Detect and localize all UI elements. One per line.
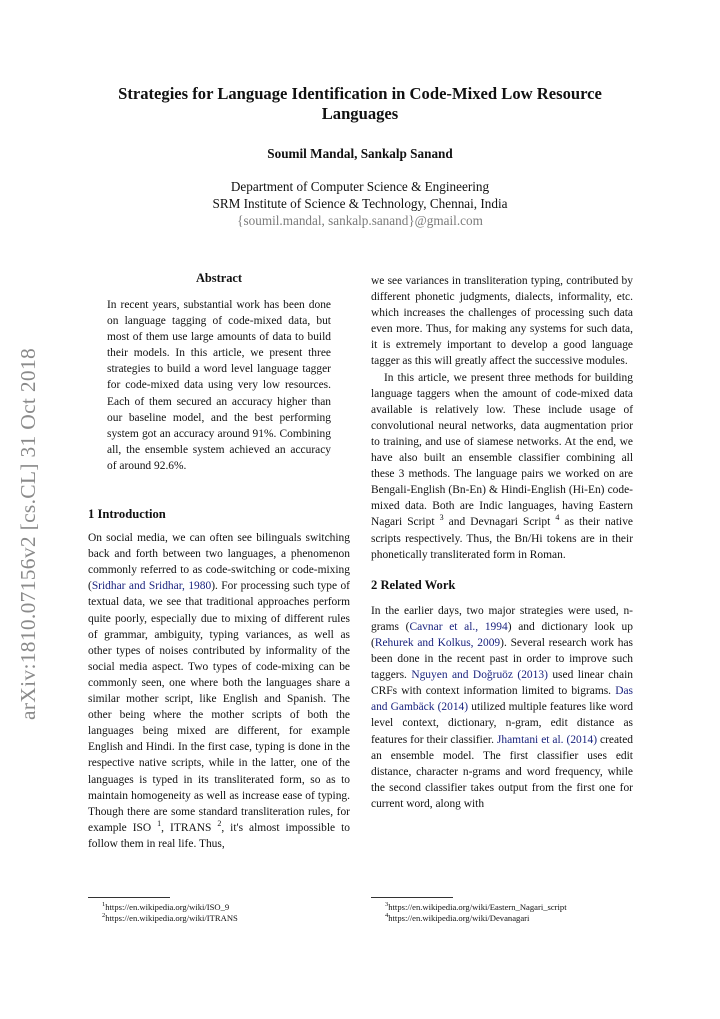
citation-link[interactable]: Sridhar and Sridhar, 1980 [91, 580, 212, 593]
footnotes-left [88, 897, 238, 923]
citation-link[interactable]: Das and Gambäck (2014) [371, 685, 633, 714]
citation-link[interactable]: Jhamtani et al. (2014) [496, 733, 598, 746]
footnote-rule [88, 897, 170, 898]
related-work-paragraph: In the earlier days, two major strategies were used, n-grams (Cavnar et al., 1994) and dictionary look up (Rehurek and Kolkus, 2009). Several research work has been done in the recent past in order to improve such taggers. Nguyen and Doğruöz (2013) used linear chain CRFs with context information limited to bigrams. Das and Gambäck (2014) utilized multiple features like word level context, dictionary, n-gram, edit distance as features for their classifier. Jhamtani et al. (2014) created an ensemble model. The first classifier uses edit distance, character n-grams and word frequency, while the second classifier takes output from the first one for current word, along with [371, 604, 634, 810]
authors: Soumil Mandal, Sankalp Sanand [267, 146, 453, 161]
section-heading-related-work: 2 Related Work [371, 577, 456, 592]
right-paragraph-2: In this article, we present three methods for building language taggers when the amount of code-mixed data available is relatively low. These include usage of convolutional neural networks, data augmentation prior to training, and use of siamese networks. At the end, we have also built an ensemble classifier combining all these 3 methods. The language pairs we worked on are Bengali-English (Bn-En) & Hindi-English (Hi-En) code-mixed data. Both are Indic languages, having Eastern Nagari Script $^3$ and Devnagari Script $^4$ as their native scripts respectively. Thus, the Bn/Hi tokens are in their phonetically transliterated form in Roman. [371, 371, 634, 561]
arxiv-identifier: arXiv:1810.07156v2 [cs.CL] 31 Oct 2018 [16, 347, 40, 720]
left-column [88, 506, 350, 852]
footnote-rule [371, 897, 453, 898]
footnote: $^4$https://en.wikipedia.org/wiki/Devanagari [385, 911, 530, 923]
title-line-2: Languages [321, 104, 399, 123]
footnote-marker: 2 [217, 818, 222, 828]
citation-link[interactable]: Nguyen and Doğruöz (2013) [411, 669, 548, 682]
arxiv-identifier-stamp [16, 290, 56, 720]
paper-title [90, 84, 630, 124]
footnotes-right [371, 897, 567, 923]
abstract-heading: Abstract [195, 271, 243, 285]
affiliation-block [90, 178, 630, 229]
footnote: $^3$https://en.wikipedia.org/wiki/Eastern_Nagari_script [385, 901, 567, 912]
email: {soumil.mandal, sankalp.sanand}@gmail.com [237, 213, 483, 228]
institution: SRM Institute of Science & Technology, Chennai, India [212, 196, 508, 211]
right-paragraph-1: we see variances in transliteration typing, contributed by different phonetic judgments, dialects, informality, etc. which increases the challenges of processing such data even more. Thus, for making any systems for such data, it is extremely important to develop a good language tagger as this will greatly affect the successive modules. [371, 275, 633, 368]
citation-link[interactable]: Rehurek and Kolkus, 2009 [374, 636, 501, 649]
right-column [371, 273, 633, 812]
footnote-marker: 1 [157, 818, 162, 828]
section-heading-introduction: 1 Introduction [88, 507, 166, 521]
intro-paragraph: On social media, we can often see bilinguals switching back and forth between two languages, a phenomenon commonly referred to as code-switching or code-mixing (Sridhar and Sridhar, 1980). For processing such type of textual data, we see that traditional approaches perform quite poorly, especially due to mixing of different rules of grammar, ambiguity, typing variances, as well as other types of noises contributed by informality of the social media aspect. Two types of code-mixing can be commonly seen, one where both the languages share a similar mother script, like English and Spanish. The other being where the mother scripts of both the languages being mixed are different, for example English and Hindi. In the first case, typing is done in the respective native scripts, while in the latter, one of the languages is typed in its transliterated form, so as to maintain homogeneity as well as increase ease of typing. Though there are some standard transliteration rules, for example ISO $^1$, ITRANS $^2$, it's almost impossible to follow them in real life. Thus, [88, 532, 350, 850]
footnote: $^2$https://en.wikipedia.org/wiki/ITRANS [102, 911, 238, 923]
footnote-marker: 4 [555, 513, 560, 523]
footnote-marker: 3 [439, 513, 444, 523]
footnote: $^1$https://en.wikipedia.org/wiki/ISO_9 [102, 901, 230, 912]
title-line-1: Strategies for Language Identification in Code-Mixed Low Resource [118, 84, 602, 103]
department: Department of Computer Science & Engineering [230, 179, 490, 194]
abstract-text: In recent years, substantial work has been done on language tagging of code-mixed data, but most of them use large amounts of data to build their models. In this article, we present three strategies to build a word level language tagger for code-mixed data using very low resources. Each of them secured an accuracy higher than our baseline model, and the best performing system got an accuracy around 91%. Combining all, the ensemble system achieved an accuracy of around 92.6%. [107, 299, 331, 472]
citation-link[interactable]: Cavnar et al., 1994 [409, 620, 508, 633]
